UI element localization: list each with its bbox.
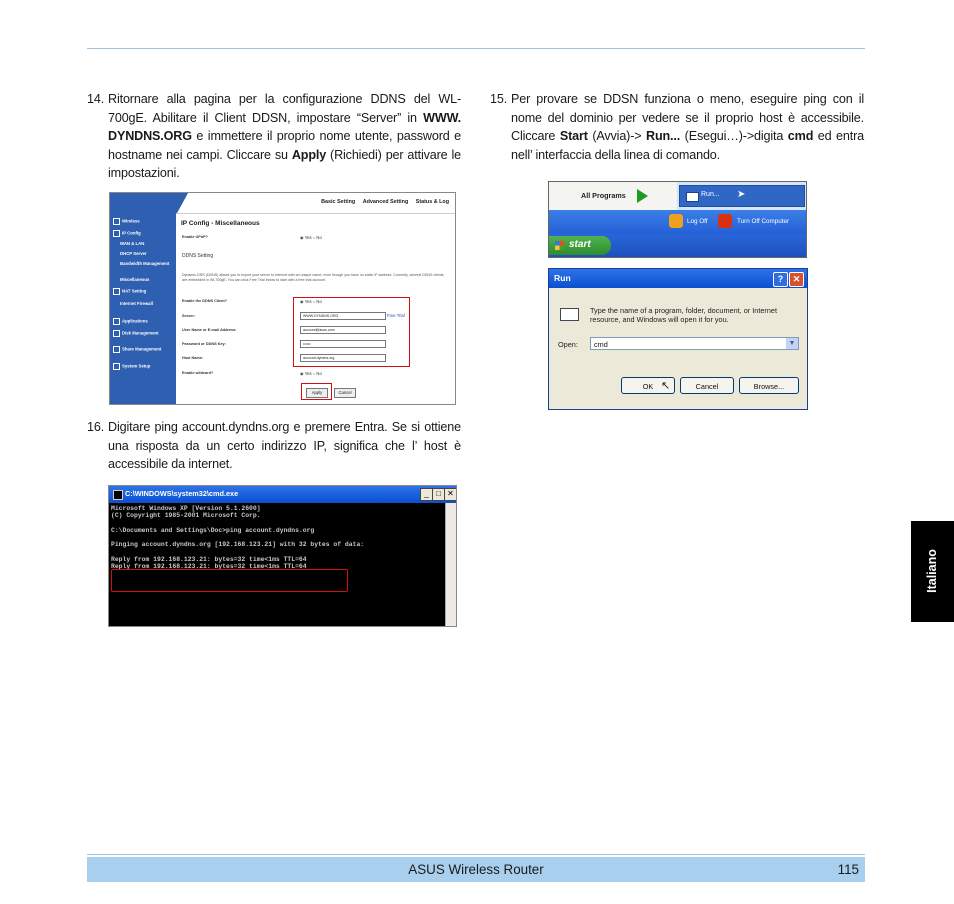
folder-icon (113, 346, 120, 353)
folder-icon (113, 218, 120, 225)
browse-button[interactable]: Browse... (739, 377, 799, 394)
step-text: (Avvia)-> (587, 129, 647, 144)
folder-icon (113, 318, 120, 325)
step-number: 15. (490, 92, 508, 106)
start-label: start (569, 239, 591, 250)
run-dialog-screenshot (548, 268, 808, 410)
step-text: Digitare ping account.dyndns.org e premere Entra. Se si ottiene una risposta da un certo indirizzo IP, significa che l’ host è accessibile da internet. (108, 420, 461, 472)
user-input[interactable]: account@asus.com (300, 326, 386, 334)
cmd-screenshot (108, 485, 457, 627)
run-icon (686, 192, 699, 202)
page-number: 115 (837, 862, 859, 877)
tab-basic-setting[interactable]: Basic Setting (321, 199, 356, 205)
folder-icon (113, 330, 120, 337)
router-header (110, 193, 455, 214)
step-text: ed entra nell’ interfaccia della linea di comando. (511, 129, 864, 162)
step-bold: cmd (787, 129, 814, 144)
wildcard-label: Enable wildcard? (182, 371, 214, 375)
log-off-button[interactable]: Log Off (687, 218, 708, 225)
step-text: (Richiedi) per attivare le impostazioni. (108, 147, 462, 181)
server-label: Server: (182, 314, 196, 318)
run-dialog-title: Run (554, 273, 571, 283)
upnp-label: Enable UPnP? (182, 235, 208, 239)
language-tab (911, 521, 954, 622)
router-logo-corner (110, 193, 188, 213)
apply-button[interactable]: Apply (306, 388, 328, 398)
run-description: Type the name of a program, folder, document, or Internet resource, and Windows will open it for you. (590, 306, 777, 325)
sidebar-item-firewall[interactable]: Internet Firewall (120, 301, 153, 306)
folder-icon (113, 230, 120, 237)
top-rule (87, 48, 865, 49)
sidebar-item-disk[interactable]: Disk Management (113, 330, 168, 337)
help-button[interactable]: ? (773, 272, 788, 287)
footer-title: ASUS Wireless Router (408, 862, 544, 877)
router-tabs (315, 199, 449, 205)
step-number: 16. (87, 420, 105, 434)
enable-ddns-radio[interactable]: ◉ Yes ○ No (300, 299, 322, 304)
sidebar-item-system[interactable]: System Setup (113, 363, 150, 370)
highlight-box (293, 297, 410, 367)
cancel-button[interactable]: Cancel (680, 377, 734, 394)
scrollbar[interactable] (445, 503, 456, 626)
enable-ddns-label: Enable the DDNS Client? (182, 299, 227, 303)
tab-advanced-setting[interactable]: Advanced Setting (362, 199, 409, 205)
footer-rule (87, 854, 865, 855)
arrow-right-icon (637, 189, 648, 203)
host-input[interactable]: account.dyndns.org (300, 354, 386, 362)
cmd-title: C:\WINDOWS\system32\cmd.exe (125, 489, 239, 498)
ok-button[interactable]: OK (621, 377, 675, 394)
pointer-cursor-icon: ↖ (661, 380, 671, 392)
close-button[interactable]: ✕ (789, 272, 804, 287)
reply-highlight-box (111, 569, 348, 592)
turn-off-button[interactable]: Turn Off Computer (737, 218, 790, 225)
sidebar-item-applications[interactable]: Applications (113, 318, 148, 325)
folder-icon (113, 363, 120, 370)
run-icon (560, 308, 579, 321)
router-config-screenshot (109, 192, 456, 405)
close-button[interactable]: ✕ (444, 488, 457, 501)
open-input[interactable] (590, 337, 799, 350)
host-label: Host Name: (182, 356, 204, 360)
sidebar-item-wan-lan[interactable]: WAN & LAN (120, 241, 145, 246)
start-button[interactable] (549, 236, 611, 255)
router-page-title: IP Config - Miscellaneous (181, 220, 260, 227)
sidebar-item-dhcp[interactable]: DHCP Server (120, 251, 147, 256)
sidebar-item-misc[interactable]: Miscellaneous (120, 277, 150, 282)
step-bold: WWW. DYNDNS.ORG (108, 110, 461, 144)
chevron-down-icon[interactable]: ▼ (786, 338, 798, 349)
all-programs-item[interactable]: All Programs (581, 191, 626, 200)
run-dialog-titlebar (549, 269, 807, 288)
user-label: User Name or E-mail Address: (182, 328, 237, 332)
minimize-button[interactable]: _ (420, 488, 433, 501)
step-14 (87, 90, 461, 183)
console-icon (113, 490, 123, 500)
server-select[interactable]: WWW.DYNDNS.ORG (300, 312, 386, 320)
start-menu-screenshot (548, 181, 807, 258)
step-bold: Run... (646, 129, 681, 144)
step-number: 14. (87, 92, 105, 106)
cmd-titlebar (109, 486, 456, 503)
apply-highlight-box (301, 383, 332, 400)
cancel-button[interactable]: Cancel (334, 388, 356, 398)
step-16 (87, 418, 461, 474)
open-label: Open: (558, 340, 578, 349)
windows-logo-icon (555, 241, 564, 250)
run-menu-item[interactable] (679, 185, 805, 207)
step-text: e immettere il proprio nome utente, password e hostname nei campi. Cliccare su (108, 129, 461, 162)
sidebar-item-share[interactable]: Share Management (113, 346, 168, 353)
folder-icon (113, 288, 120, 295)
footer (87, 857, 865, 882)
router-sidebar (110, 213, 176, 404)
ddns-heading: DDNS Setting (182, 253, 214, 259)
upnp-radio[interactable]: ◉ Yes ○ No (300, 235, 322, 240)
tab-status-log[interactable]: Status & Log (415, 199, 449, 205)
sidebar-item-wireless[interactable]: Wireless (113, 218, 140, 225)
step-bold: Apply (291, 147, 327, 162)
step-text: Per provare se DDSN funziona o meno, eseguire ping con il nome del dominio per vedere se il proprio host è accessibile. Cliccare (511, 92, 864, 144)
step-text: (Esegui…)->digita (680, 129, 788, 144)
password-input[interactable]: •••••• (300, 340, 386, 348)
wildcard-radio[interactable]: ◉ Yes ○ No (300, 371, 322, 376)
cmd-output: Microsoft Windows XP [Version 5.1.2600] (C) Copyright 1985-2001 Microsoft Corp. C:\Documents and Settings\Doc>ping account.dyndns.org Pinging account.dyndns.org [192.168.123.21] with 32 bytes of data: Reply from 192.168.123.21: bytes=32 time<1ms TTL=64 Reply from 192.168.123.21: bytes=32 time<1ms TTL=64 (111, 505, 365, 571)
sidebar-item-bandwidth[interactable]: Bandwidth Management (120, 261, 170, 266)
ddns-note: Dynamic-DNS (DDNS) allows you to export your server to Internet with an unique name, even though you have no static IP address. Currently, several DDNS clients are embedded in WL700gE. You can click Free Trial below to start with a free trial account. (182, 273, 444, 282)
pointer-cursor-icon: ➤ (737, 189, 746, 200)
sidebar-item-nat[interactable]: NAT Setting (113, 288, 146, 295)
step-15 (490, 90, 864, 164)
log-off-icon[interactable] (669, 214, 683, 228)
password-label: Password or DDNS Key: (182, 342, 226, 346)
step-bold: Start (559, 129, 588, 144)
step-text: Ritornare alla pagina per la configurazione DDNS del WL-700gE. Abilitare il Client DDSN, impostare “Server” in (108, 92, 461, 125)
language-label: Italiano (925, 549, 939, 593)
run-label: Run... (701, 191, 720, 198)
open-input-value: cmd (594, 340, 608, 349)
power-icon[interactable] (718, 214, 732, 228)
sidebar-item-ip-config[interactable]: IP Config (113, 230, 141, 237)
maximize-button[interactable]: □ (432, 488, 445, 501)
free-trial-link[interactable]: Free Trial (387, 313, 405, 318)
